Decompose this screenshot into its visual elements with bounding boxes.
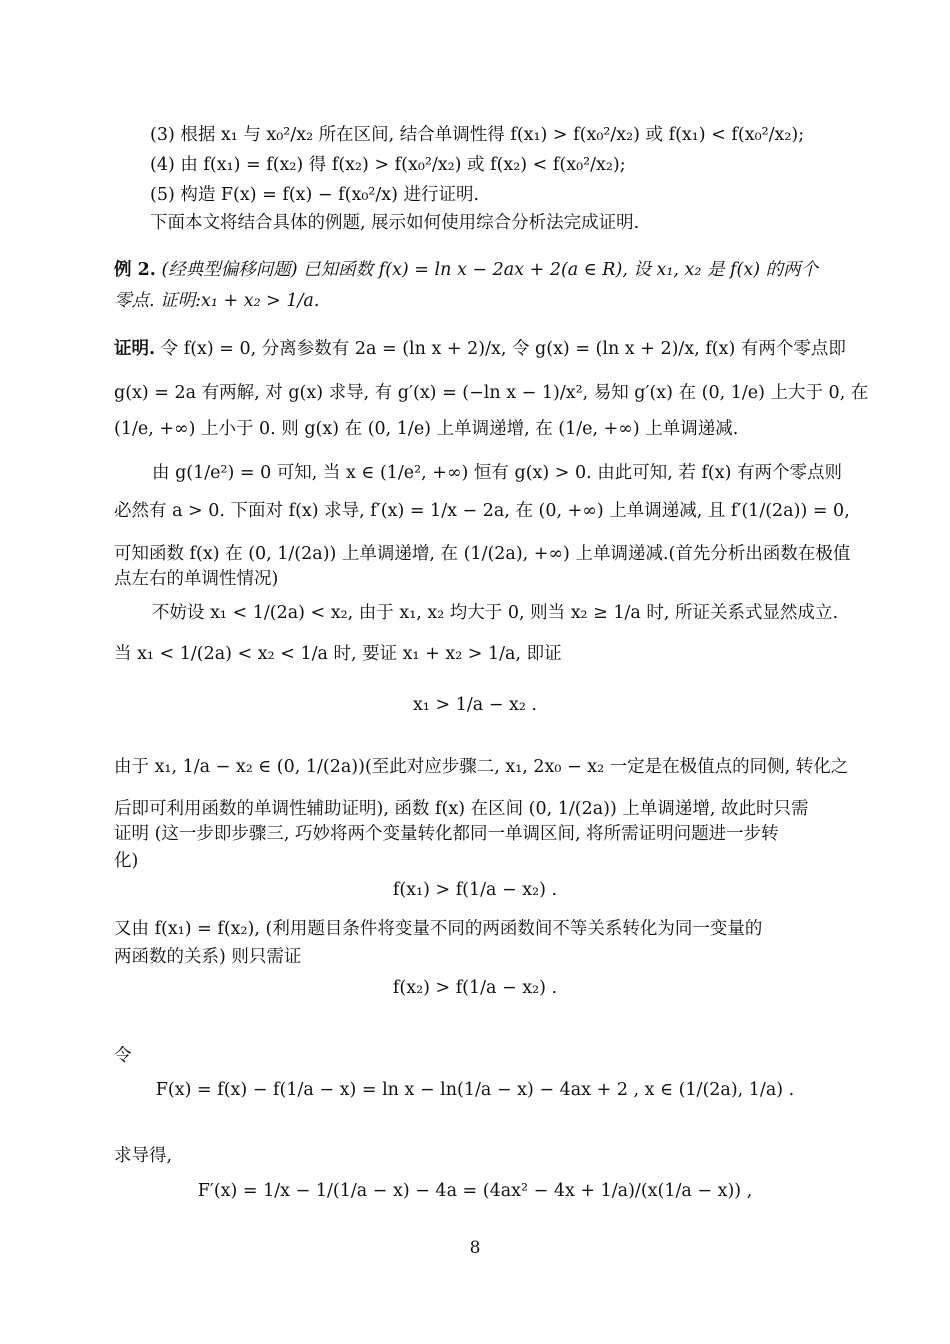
page-number: 8	[469, 1238, 481, 1258]
proof-line-6: 可知函数 f(x) 在 (0, 1/(2a)) 上单调递增, 在 (1/(2a), +∞) 上单调递减.(首先分析出函数在极值	[114, 544, 851, 564]
qiudao-text: 求导得,	[114, 1146, 173, 1166]
proof-line-13: 化)	[114, 851, 139, 871]
proof-label: 证明.	[114, 339, 156, 359]
proof-line-2: g(x) = 2a 有两解, 对 g(x) 求导, 有 g′(x) = (−ln x − 1)/x², 易知 g′(x) 在 (0, 1/e) 上大于 0, 在	[114, 383, 869, 403]
proof-line-15: 两函数的关系) 则只需证	[114, 947, 302, 967]
proof-line-14: 又由 f(x₁) = f(x₂), (利用题目条件将变量不同的两函数间不等关系转化为同一变量的	[114, 919, 763, 939]
example-text-1: (经典型偏移问题) 已知函数 f(x) = ln x − 2ax + 2(a ∈ R), 设 x₁, x₂ 是 f(x) 的两个	[161, 260, 819, 280]
proof-line-4: 由 g(1/e²) = 0 可知, 当 x ∈ (1/e², +∞) 恒有 g(x) > 0. 由此可知, 若 f(x) 有两个零点则	[152, 463, 843, 483]
step-3: (3) 根据 x₁ 与 x₀²/x₂ 所在区间, 结合单调性得 f(x₁) > f(x₀²/x₂) 或 f(x₁) < f(x₀²/x₂);	[150, 125, 805, 145]
equation-1: x₁ > 1/a − x₂ .	[413, 695, 537, 715]
equation-3: f(x₂) > f(1/a − x₂) .	[392, 978, 558, 998]
proof-text-1: 令 f(x) = 0, 分离参数有 2a = (ln x + 2)/x, 令 g(x) = (ln x + 2)/x, f(x) 有两个零点即	[160, 339, 846, 359]
proof-line-5: 必然有 a > 0. 下面对 f(x) 求导, f′(x) = 1/x − 2a, 在 (0, +∞) 上单调递减, 且 f′(1/(2a)) = 0,	[114, 501, 850, 521]
example-line-2: 零点. 证明:x₁ + x₂ > 1/a.	[114, 291, 320, 311]
proof-line-11: 后即可利用函数的单调性辅助证明), 函数 f(x) 在区间 (0, 1/(2a)) 上单调递增, 故此时只需	[114, 799, 809, 819]
equation-5: F′(x) = 1/x − 1/(1/a − x) − 4a = (4ax² − 4x + 1/a)/(x(1/a − x)) ,	[197, 1181, 753, 1201]
ling-text: 令	[114, 1046, 132, 1066]
proof-line-3: (1/e, +∞) 上小于 0. 则 g(x) 在 (0, 1/e) 上单调递增, 在 (1/e, +∞) 上单调递减.	[114, 419, 739, 439]
equation-2: f(x₁) > f(1/a − x₂) .	[392, 880, 558, 900]
proof-line-10: 由于 x₁, 1/a − x₂ ∈ (0, 1/(2a))(至此对应步骤二, x₁, 2x₀ − x₂ 一定是在极值点的同侧, 转化之	[114, 757, 849, 777]
proof-line-8: 不妨设 x₁ < 1/(2a) < x₂, 由于 x₁, x₂ 均大于 0, 则当 x₂ ≥ 1/a 时, 所证关系式显然成立.	[152, 603, 839, 623]
example-line-1	[114, 259, 818, 281]
example-label: 例 2.	[114, 260, 156, 280]
step-5: (5) 构造 F(x) = f(x) − f(x₀²/x) 进行证明.	[150, 185, 480, 205]
proof-line-12: 证明 (这一步即步骤三, 巧妙将两个变量转化都同一单调区间, 将所需证明问题进一步转	[114, 824, 779, 844]
proof-line-7: 点左右的单调性情况)	[114, 569, 279, 589]
step-4: (4) 由 f(x₁) = f(x₂) 得 f(x₂) > f(x₀²/x₂) 或 f(x₂) < f(x₀²/x₂);	[150, 155, 626, 175]
proof-line-1	[114, 338, 846, 360]
equation-4: F(x) = f(x) − f(1/a − x) = ln x − ln(1/a − x) − 4ax + 2 , x ∈ (1/(2a), 1/a) .	[155, 1080, 795, 1100]
proof-line-9: 当 x₁ < 1/(2a) < x₂ < 1/a 时, 要证 x₁ + x₂ > 1/a, 即证	[114, 644, 562, 664]
intro-sentence: 下面本文将结合具体的例题, 展示如何使用综合分析法完成证明.	[150, 213, 640, 233]
